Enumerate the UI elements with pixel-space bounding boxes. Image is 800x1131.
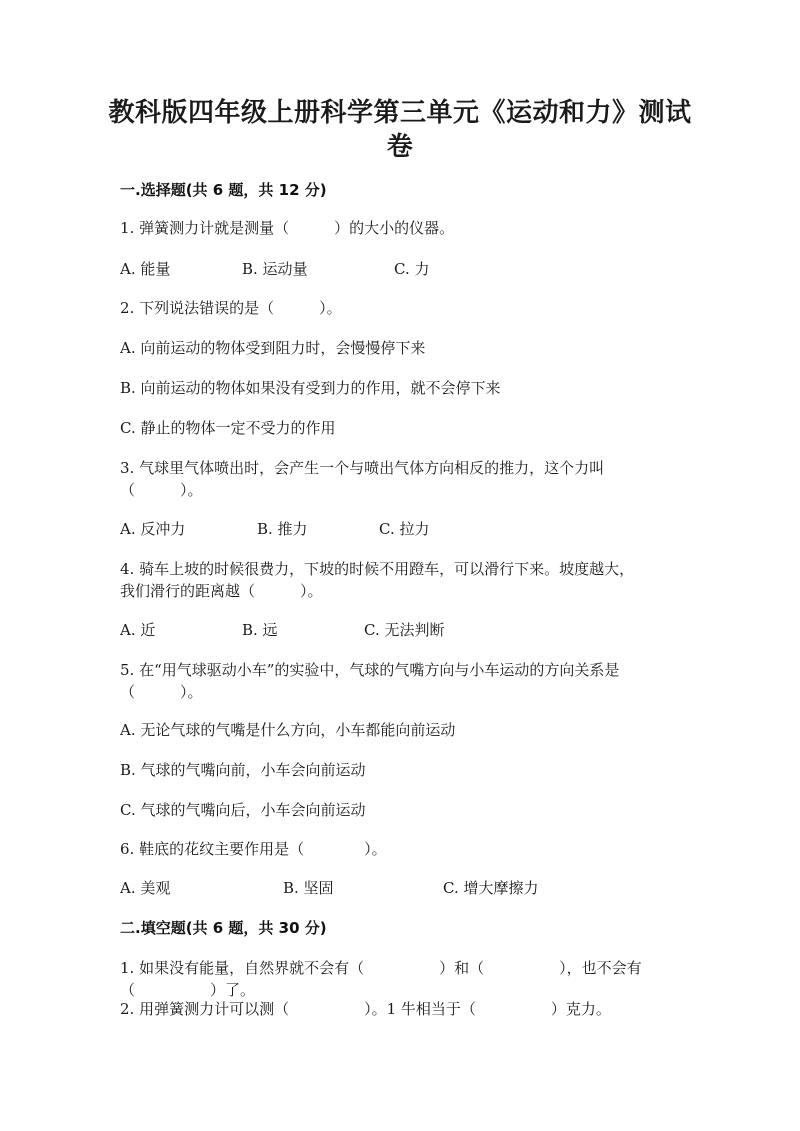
question-5-option-b[interactable]: B. 气球的气嘴向前，小车会向前运动 <box>120 761 366 779</box>
question-3-stem-line1: 3. 气球里气体喷出时，会产生一个与喷出气体方向相反的推力，这个力叫 <box>120 459 605 477</box>
question-5-stem-line2: （ ）。 <box>120 683 203 701</box>
page-title-line2: 卷 <box>386 132 414 162</box>
question-3-option-c[interactable]: C. 拉力 <box>379 520 430 538</box>
question-4-stem-line2: 我们滑行的距离越（ ）。 <box>120 582 323 600</box>
question-4-stem-line1: 4. 骑车上坡的时候很费力，下坡的时候不用蹬车，可以滑行下来。坡度越大， <box>120 560 635 578</box>
question-1-option-c[interactable]: C. 力 <box>394 260 430 278</box>
page-title-line1: 教科版四年级上册科学第三单元《运动和力》测试 <box>108 98 692 128</box>
fill-question-1-line1: 1. 如果没有能量，自然界就不会有（ ）和（ ），也不会有 <box>120 959 642 977</box>
section-heading-choice: 一.选择题(共 6 题，共 12 分) <box>120 181 327 199</box>
question-3-stem-line2: （ ）。 <box>120 481 203 499</box>
question-5-option-a[interactable]: A. 无论气球的气嘴是什么方向，小车都能向前运动 <box>120 721 456 739</box>
fill-question-1-line2: （ ）了。 <box>120 981 256 999</box>
question-4-option-b[interactable]: B. 远 <box>242 621 278 639</box>
question-5-stem-line1: 5. 在“用气球驱动小车”的实验中，气球的气嘴方向与小车运动的方向关系是 <box>120 661 620 679</box>
question-5-option-c[interactable]: C. 气球的气嘴向后，小车会向前运动 <box>120 801 366 819</box>
section-heading-fill-blank: 二.填空题(共 6 题，共 30 分) <box>120 919 327 937</box>
question-6-option-b[interactable]: B. 坚固 <box>283 879 334 897</box>
question-2-stem: 2. 下列说法错误的是（ ）。 <box>120 299 342 317</box>
question-3-option-a[interactable]: A. 反冲力 <box>120 520 186 538</box>
question-2-option-a[interactable]: A. 向前运动的物体受到阻力时，会慢慢停下来 <box>120 339 426 357</box>
question-1-stem: 1. 弹簧测力计就是测量（ ）的大小的仪器。 <box>120 219 455 237</box>
question-3-option-b[interactable]: B. 推力 <box>257 520 308 538</box>
question-1-option-b[interactable]: B. 运动量 <box>242 260 308 278</box>
question-6-option-c[interactable]: C. 增大摩擦力 <box>443 879 539 897</box>
fill-question-2-line1: 2. 用弹簧测力计可以测（ ）。1 牛相当于（ ）克力。 <box>120 1000 611 1018</box>
question-1-option-a[interactable]: A. 能量 <box>120 260 171 278</box>
question-2-option-c[interactable]: C. 静止的物体一定不受力的作用 <box>120 419 336 437</box>
question-6-stem: 6. 鞋底的花纹主要作用是（ ）。 <box>120 840 387 858</box>
question-6-option-a[interactable]: A. 美观 <box>120 879 171 897</box>
question-4-option-a[interactable]: A. 近 <box>120 621 156 639</box>
question-4-option-c[interactable]: C. 无法判断 <box>364 621 445 639</box>
question-2-option-b[interactable]: B. 向前运动的物体如果没有受到力的作用，就不会停下来 <box>120 379 501 397</box>
